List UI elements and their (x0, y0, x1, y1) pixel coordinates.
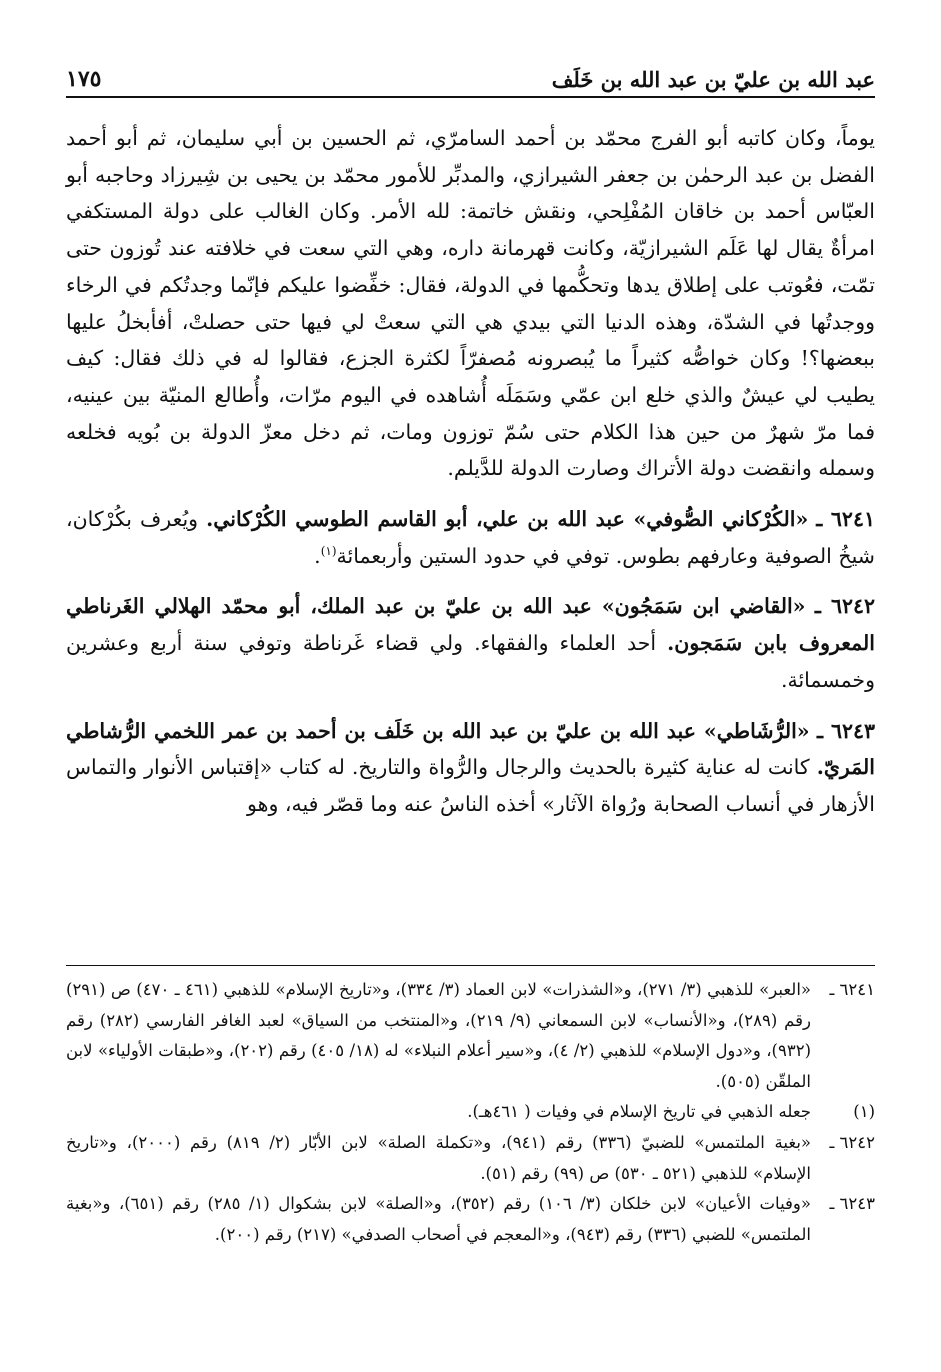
header-rule (66, 96, 875, 98)
entry-text: كانت له عناية كثيرة بالحديث والرجال والرُّواة والتاريخ. له كتاب «إقتباس الأنوار والتماس الأزهار في أنساب الصحابة ورُواة الآثار» أخذه الناسُ عنه وما قصّر فيه، وهو (66, 755, 875, 816)
footnote-marker: (١) (320, 543, 337, 558)
footnote-text: «وفيات الأعيان» لابن خلكان (٣/ ١٠٦) رقم (٣٥٢)، و«الصلة» لابن بشكوال (١/ ٢٨٥) رقم (٦٥١)، و«بغية الملتمس» للضبي (٣٣٦) رقم (٩٤٣)، و«المعجم في أصحاب الصدفي» (٢١٧) رقم (٢٠٠). (66, 1194, 811, 1244)
footnote-text: «العبر» للذهبي (٣/ ٢٧١)، و«الشذرات» لابن العماد (٣/ ٣٣٤)، و«تاريخ الإسلام» للذهبي (٤٦١ ـ ٤٧٠) ص (٢٩١) رقم (٢٨٩)، و«الأنساب» لابن السمعاني (٩/ ٢١٩)، و«المنتخب من السياق» لعبد الغافر الفارسي (٢٨٢) رقم (٩٣٢)، و«دول الإسلام» للذهبي (٢/ ٤)، و«سير أعلام النبلاء» له (١٨/ ٤٠٥) رقم (٢٠٢)، و«طبقات الأولياء» لابن الملقّن (٥٠٥). (66, 980, 811, 1091)
footnotes (66, 975, 875, 1250)
entry-number: ٦٢٤٣ ـ (816, 718, 875, 743)
running-header (66, 52, 875, 92)
page-number: ١٧٥ (66, 66, 102, 92)
footnote (66, 1189, 875, 1250)
footnote-rule (66, 965, 875, 966)
footnote-text: جعله الذهبي في تاريخ الإسلام في وفيات ( ٤٦١هـ). (467, 1102, 811, 1122)
entry-number: ٦٢٤١ ـ (816, 507, 875, 532)
entry-heading: «القاضي ابن سَمَجُون» عبد الله بن عليّ بن عبد الملك، أبو محمّد الهلالي الغَرناطي المعروف بابن سَمَجون. (66, 594, 875, 656)
footnote-ref: (١) (853, 1102, 875, 1122)
entry-heading: «الكُرْكاني الصُّوفي» عبد الله بن علي، أبو القاسم الطوسي الكُرْكاني. (206, 507, 809, 532)
paragraph-continuation: يوماً، وكان كاتبه أبو الفرج محمّد بن أحمد السامرّي، ثم الحسين بن أبي سليمان، ثم أبو أحمد الفضل بن عبد الرحمٰن بن جعفر الشيرازي، والمدبِّر للأمور محمّد بن يحيى بن شِيرزاد وحاجبه أبو العبّاس أحمد بن خاقان المُفْلِحي، ونقش خاتمة: لله الأمر. وكان الغالب على دولة المستكفي امرأةٌ يقال لها عَلَم الشيرازيّة، وكانت قهرمانة داره، وهي التي سعت في خلافته عند تُوزون حتى تمّت، فعُوتب على إطلاق يدها وتحكُّمها في الدولة، فقال: خفِّضوا عليكم فإنّما وجدتُكم في الرخاء ووجدتُها في الشدّة، وهذه الدنيا التي بيدي هي التي سعتْ لي فيها حتى حصلتْ، أفأبخلُ عليها ببعضها؟! وكان خواصُّه كثيراً ما يُبصرونه مُصفرّاً لكثرة الجزع، فقالوا له في ذلك فقال: كيف يطيب لي عيشٌ والذي خلع ابن عمّي وسَمَلَه أُشاهده في اليوم مرّات، وأُطالع المنيّة بين عينيه، فما مرّ شهرٌ من حين هذا الكلام حتى سُمّ توزون ومات، ثم دخل معزّ الدولة بن بُويه فخلعه وسمله وانقضت دولة الأتراك وصارت الدولة للدَّيلم. (66, 126, 875, 481)
entry-end: . (314, 543, 321, 568)
footnote-ref: ٦٢٤٣ ـ (829, 1194, 875, 1214)
footnote-text: «بغية الملتمس» للضبيّ (٣٣٦) رقم (٩٤١)، و«تكملة الصلة» لابن الأبّار (٢/ ٨١٩) رقم (٢٠٠٠)، و«تاريخ الإسلام» للذهبي (٥٢١ ـ ٥٣٠) ص (٩٩) رقم (٥١). (66, 1132, 812, 1183)
entry-number: ٦٢٤٢ ـ (814, 594, 875, 619)
footnote (66, 1128, 875, 1189)
entry-text: ويُعرف بكُرْكان، شيخُ الصوفية وعارفهم بطوس. توفي في حدود الستين وأربعمائة (66, 507, 875, 568)
footnote (66, 1097, 875, 1128)
footnote-ref: ٦٢٤١ ـ (829, 980, 875, 999)
footnote (66, 975, 875, 1097)
entry-6243 (66, 713, 875, 823)
entry-6242 (66, 588, 875, 698)
entry-text: أحد العلماء والفقهاء. ولي قضاء غَرناطة وتوفي سنة أربع وعشرين وخمسمائة. (66, 631, 875, 692)
entry-heading: «الرُّشَاطي» عبد الله بن عليّ بن عبد الله بن خَلَف بن أحمد بن عمر اللخمي الرُّشاطي المَريّ. (66, 718, 875, 780)
main-text (66, 120, 875, 823)
running-title: عبد الله بن عليّ بن عبد الله بن خَلَف (551, 67, 875, 92)
footnote-ref: ٦٢٤٢ ـ (829, 1132, 875, 1152)
entry-6241 (66, 501, 875, 574)
